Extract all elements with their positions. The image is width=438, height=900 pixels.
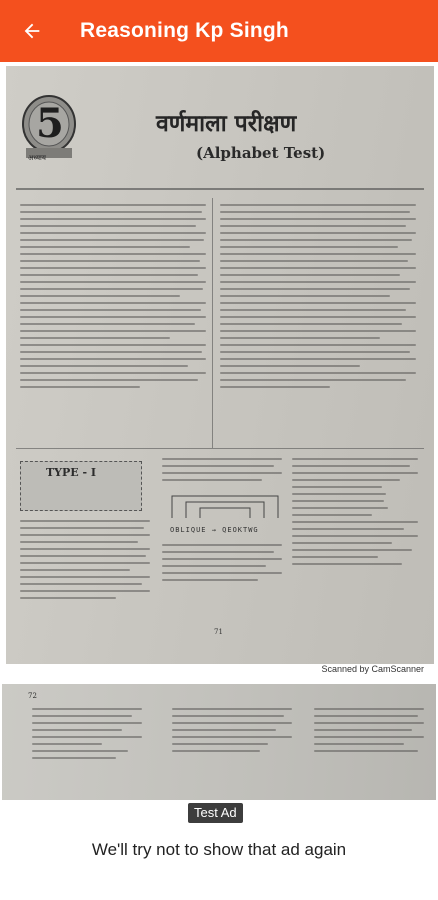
ad-text-middle xyxy=(172,708,292,757)
test-ad-badge: Test Ad xyxy=(188,803,243,823)
ad-banner[interactable] xyxy=(0,684,438,800)
type-label: TYPE - I xyxy=(46,466,97,479)
lower-middle-text-2 xyxy=(162,544,282,586)
page-title: Reasoning Kp Singh xyxy=(80,19,289,42)
divider xyxy=(16,188,424,190)
right-column-text xyxy=(220,204,416,393)
chapter-title-english: (Alphabet Test) xyxy=(196,144,326,162)
scanner-watermark: Scanned by CamScanner xyxy=(321,664,424,674)
chapter-title-hindi: वर्णमाला परीक्षण xyxy=(156,110,297,137)
app-bar xyxy=(0,0,438,62)
chapter-number: 5 xyxy=(36,100,64,147)
lower-right-text xyxy=(292,458,418,570)
left-column-text xyxy=(20,204,206,393)
back-button[interactable] xyxy=(0,0,64,62)
ad-page-header: 72 xyxy=(28,692,37,700)
section-divider xyxy=(16,448,424,449)
lower-middle-text xyxy=(162,458,282,486)
ad-text-right xyxy=(314,708,424,757)
lower-left-text xyxy=(20,520,150,604)
scanned-page-viewer[interactable] xyxy=(0,62,438,684)
page-number: 71 xyxy=(214,628,223,636)
arrow-diagram xyxy=(166,486,286,520)
ad-feedback-message: We'll try not to show that ad again xyxy=(91,840,347,859)
ad-text-left xyxy=(32,708,142,764)
ad-image xyxy=(2,684,436,800)
example-sequence: OBLIQUE → QEOKTWG xyxy=(170,526,259,534)
scanned-page-image xyxy=(6,66,434,664)
arrow-left-icon xyxy=(21,20,43,42)
chapter-word: अध्याय xyxy=(28,154,46,162)
column-divider xyxy=(212,198,213,448)
